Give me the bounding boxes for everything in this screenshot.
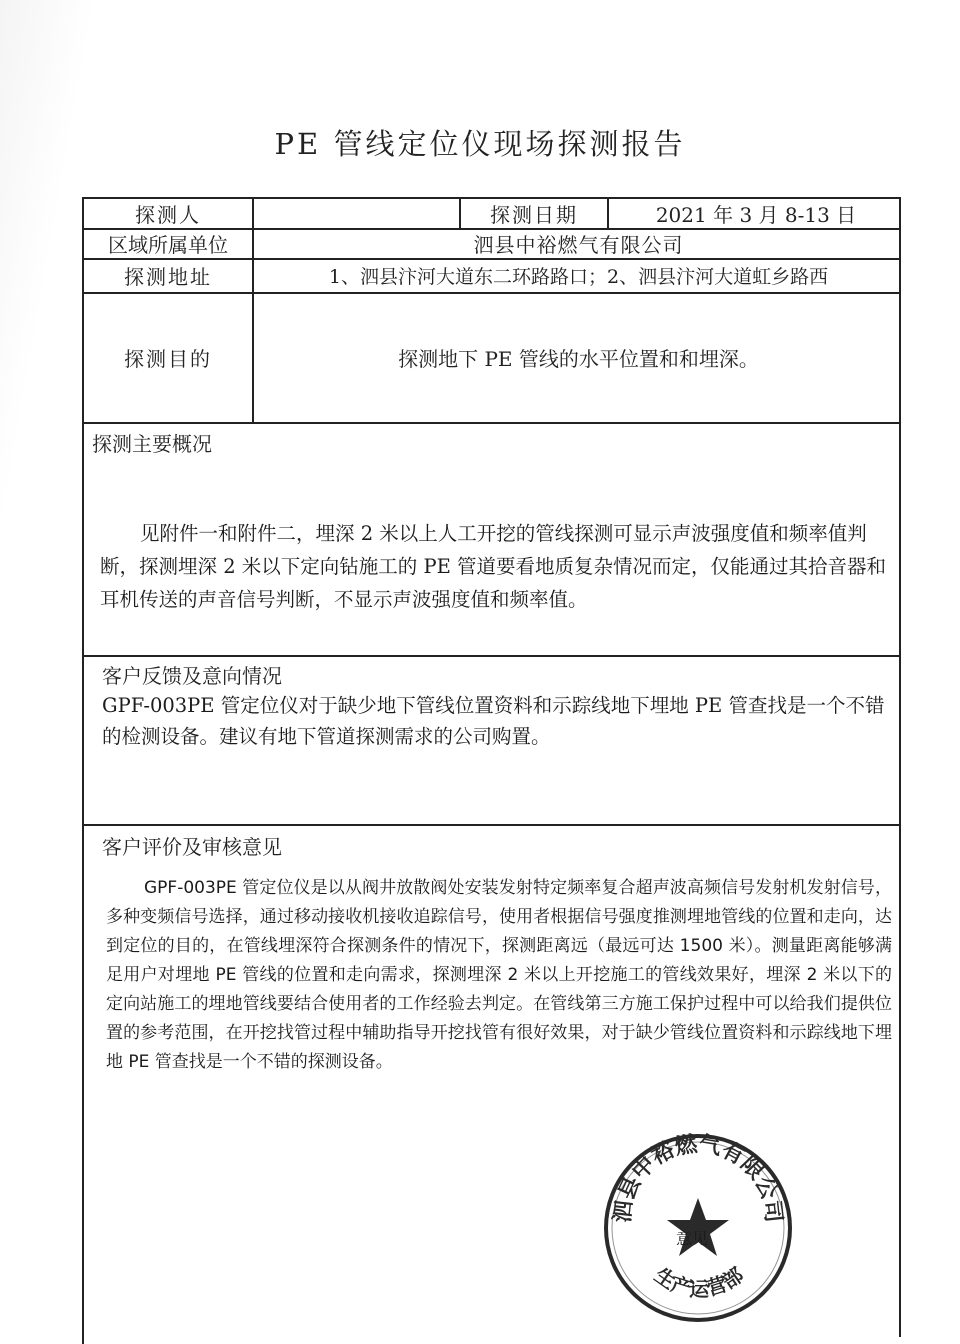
inspector-label: 探测人 [135,203,201,227]
row-divider [84,655,899,657]
row-divider [84,422,899,424]
feedback-text: GPF-003PE 管定位仪对于缺少地下管线位置资料和示踪线地下埋地 PE 管查找是一个不错的检测设备。建议有地下管道探测需求的公司购置。 [102,694,885,748]
review-text: GPF-003PE 管定位仪是以从阀井放散阀处安装发射特定频率复合超声波高频信号发射机发射信号，多种变频信号选择，通过移动接收机接收追踪信号，使用者根据信号强度推测埋地管线的位置和走向，达到定位的目的，在管线埋深符合探测条件的情况下，探测距离远（最远可达 1500 米）。测量距离能够满足用户对埋地 PE 管线的位置和走向需求，探测埋深 2 米以上开挖施工的管线效果好，埋深 2 米以下的定向站施工的埋地管线要结合使用者的工作经验去判定。在管线第三方施工保护过程中可以给我们提供位置的参考范围，在开挖找管过程中辅助指导开挖找管有很好效果，对于缺少管线位置资料和示踪线地下埋地 PE 管查找是一个不错的探测设备。 [106,878,892,1072]
overview-text: 见附件一和附件二，埋深 2 米以上人工开挖的管线探测可显示声波强度值和频率值判断，探测埋深 2 米以下定向钻施工的 PE 管道要看地质复杂情况而定，仅能通过其拾音器和耳机传送的声音信号判断，不显示声波强度值和频率值。 [100,522,887,611]
company-seal [598,1128,798,1328]
seal-center-text: 意见 [675,1229,709,1248]
unit-label: 区域所属单位 [108,232,228,257]
date-value: 2021 年 3 月 8-13 日 [655,203,857,227]
purpose-label: 探测目的 [124,346,212,371]
seal-bottom-text: 生产运营部 [650,1262,748,1301]
unit-value: 泗县中裕燃气有限公司 [473,232,684,257]
date-label: 探测日期 [490,203,578,227]
seal-ring-text: 泗县中裕燃气有限公司 [610,1131,786,1224]
address-label: 探测地址 [124,264,212,289]
feedback-label: 客户反馈及意向情况 [102,664,282,688]
inspector-value [254,199,459,228]
report-title: PE 管线定位仪现场探测报告 [274,127,686,161]
purpose-value: 探测地下 PE 管线的水平位置和和埋深。 [398,346,759,371]
address-value: 1、泗县汴河大道东二环路路口；2、泗县汴河大道虹乡路西 [328,265,829,288]
column-divider [82,824,84,1344]
overview-label: 探测主要概况 [92,432,212,456]
review-label: 客户评价及审核意见 [102,835,282,859]
row-divider [84,824,899,826]
